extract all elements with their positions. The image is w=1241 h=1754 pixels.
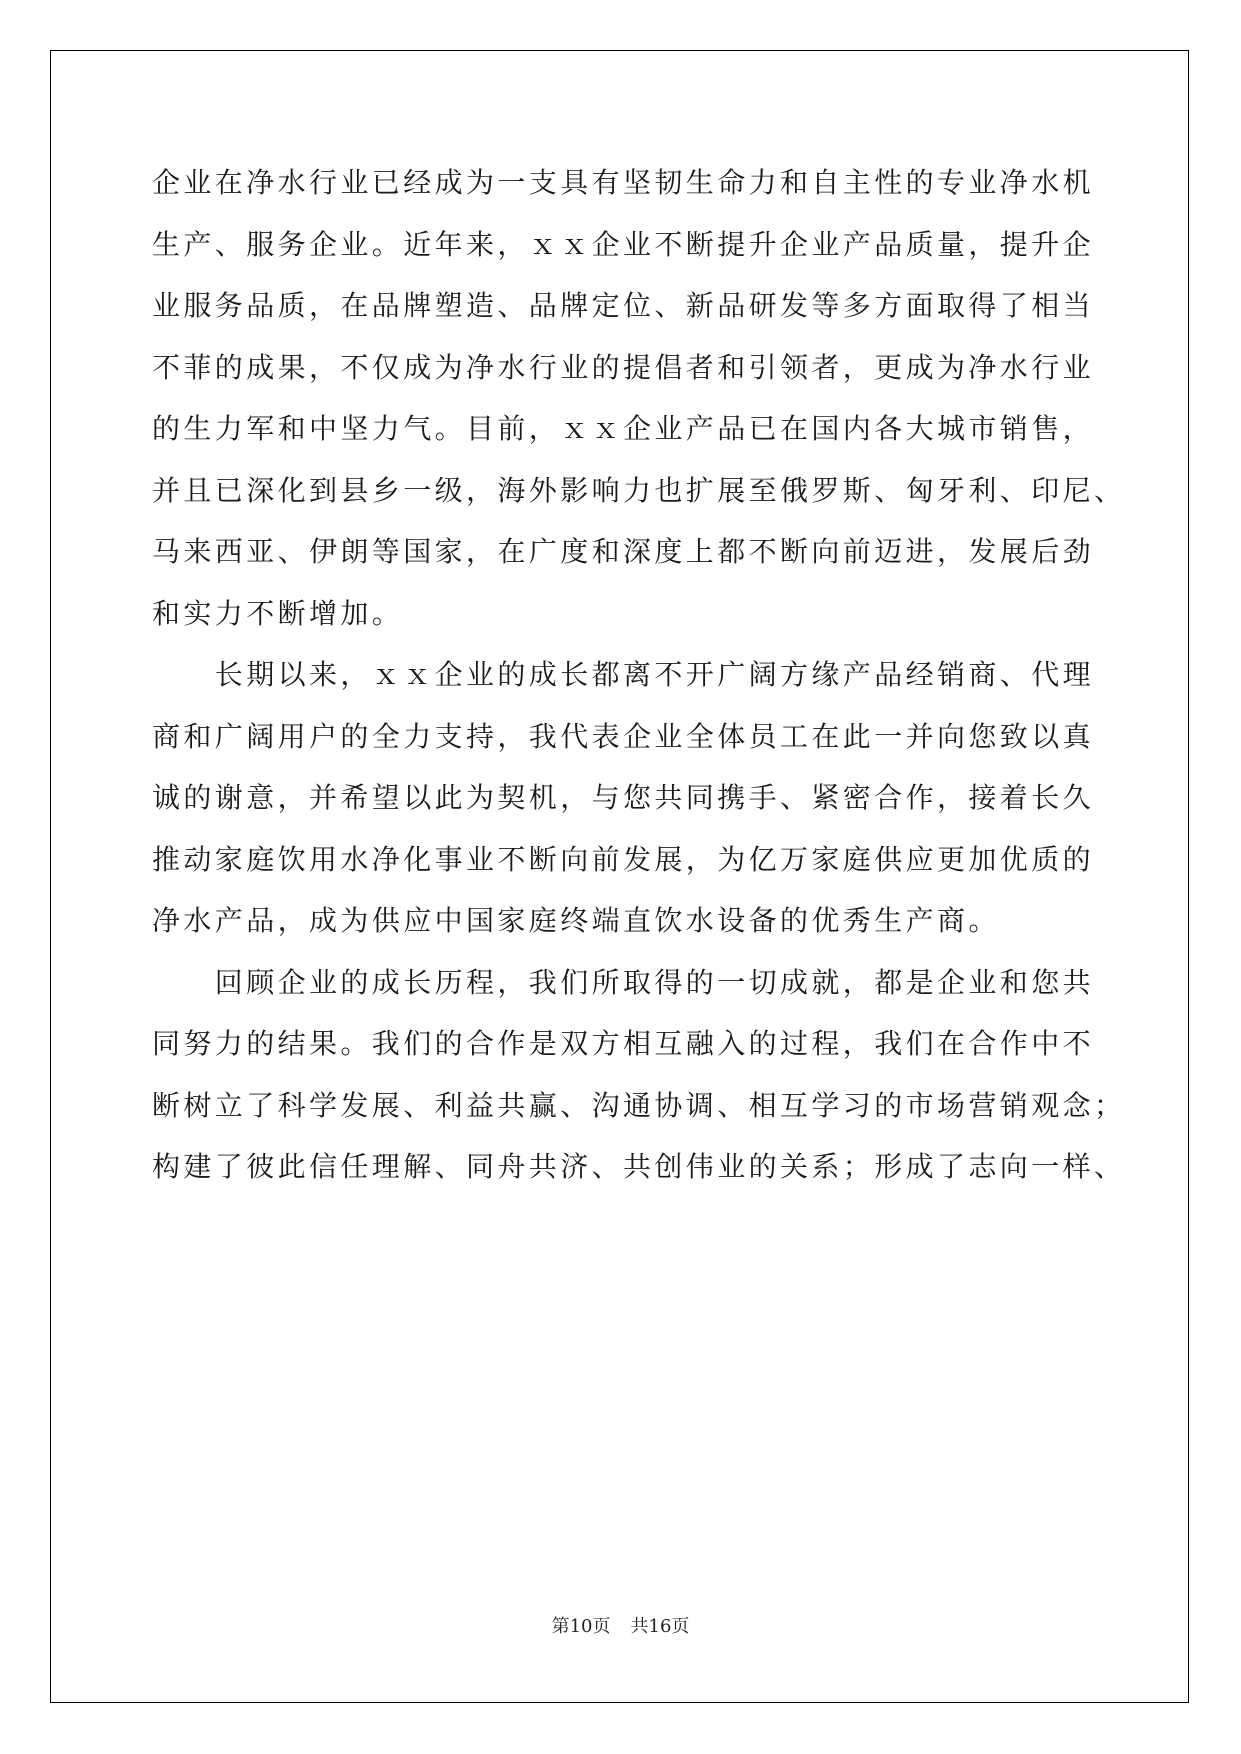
text-line: 净水产品，成为供应中国家庭终端直饮水设备的优秀生产商。 (152, 904, 1000, 937)
page-number: 第10页 (551, 1616, 611, 1637)
text-line: 企业在净水行业已经成为一支具有坚韧生命力和自主性的专业净水机 (152, 166, 1095, 199)
text-line: 和实力不断增加。 (152, 596, 404, 630)
text-line: 回顾企业的成长历程，我们所取得的一切成就，都是企业和您共 (152, 965, 1095, 999)
text-line: 马来西亚、伊朗等国家，在广度和深度上都不断向前迈进，发展后劲 (152, 535, 1095, 568)
text-line: 不菲的成果，不仅成为净水行业的提倡者和引领者，更成为净水行业 (152, 350, 1095, 384)
text-line: 业服务品质，在品牌塑造、品牌定位、新品研发等多方面取得了相当 (152, 289, 1095, 322)
text-line: 生产、服务企业。近年来，ｘｘ企业不断提升企业产品质量，提升企 (152, 227, 1095, 261)
text-line: 同努力的结果。我们的合作是双方相互融入的过程，我们在合作中不 (152, 1027, 1095, 1060)
text-line: 长期以来，ｘｘ企业的成长都离不开广阔方缘产品经销商、代理 (152, 658, 1095, 691)
text-line: 推动家庭饮用水净化事业不断向前发展，为亿万家庭供应更加优质的 (152, 842, 1095, 876)
text-line: 断树立了科学发展、利益共赢、沟通协调、相互学习的市场营销观念； (152, 1088, 1126, 1122)
page-footer (0, 1612, 1241, 1638)
text-line: 并且已深化到县乡一级，海外影响力也扩展至俄罗斯、匈牙利、印尼、 (152, 473, 1126, 507)
text-line: 诚的谢意，并希望以此为契机，与您共同携手、紧密合作，接着长久 (152, 781, 1095, 814)
text-line: 商和广阔用户的全力支持，我代表企业全体员工在此一并向您致以真 (152, 719, 1095, 753)
text-line: 的生力军和中坚力气。目前，ｘｘ企业产品已在国内各大城市销售， (152, 412, 1095, 445)
document-body (152, 163, 1126, 1209)
page-total: 共16页 (630, 1616, 690, 1637)
text-line: 构建了彼此信任理解、同舟共济、共创伟业的关系；形成了志向一样、 (152, 1150, 1126, 1183)
